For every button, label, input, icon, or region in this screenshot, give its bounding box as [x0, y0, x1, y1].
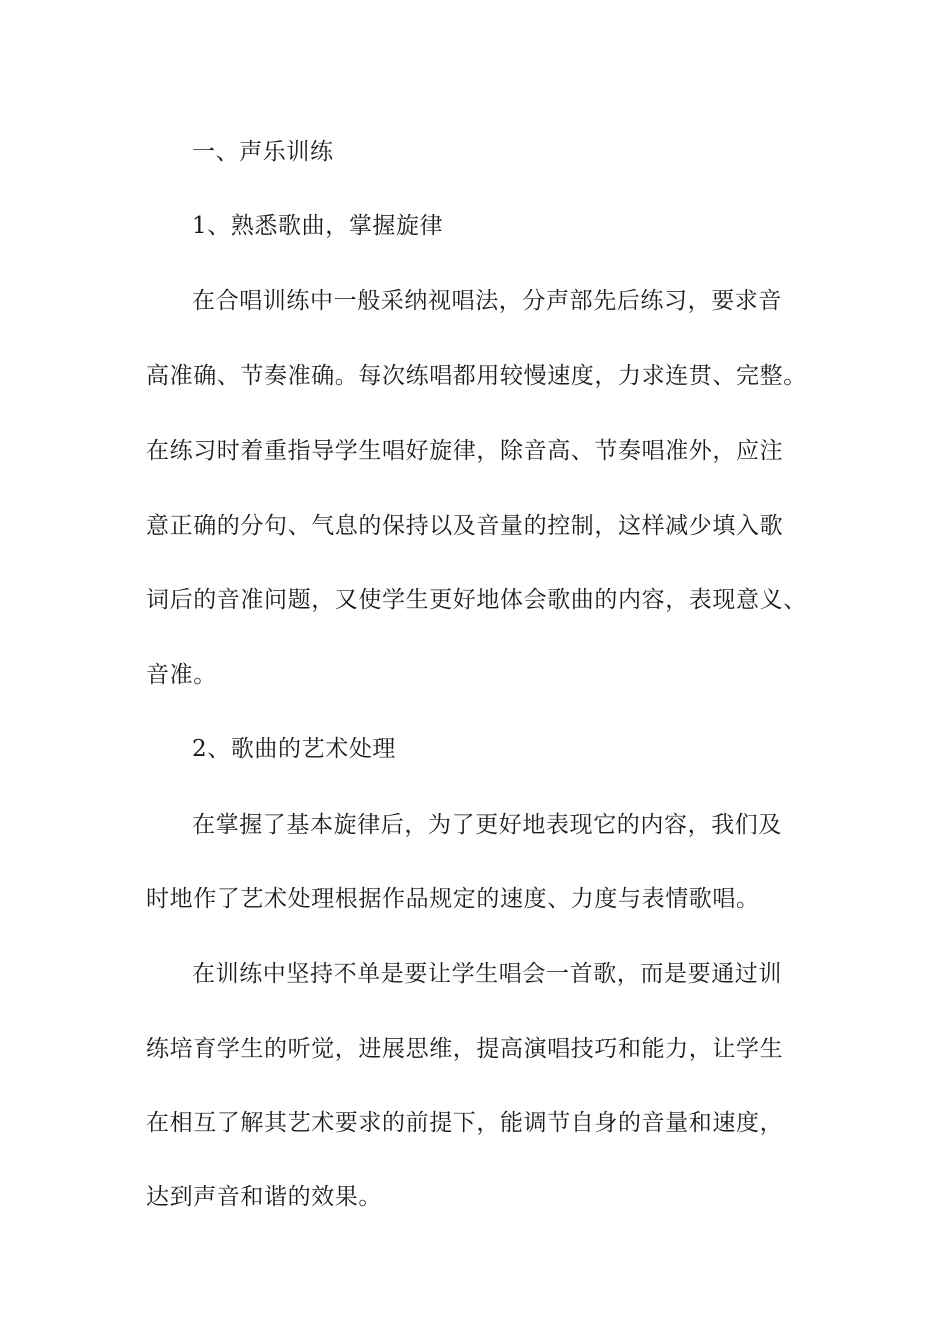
paragraph-1-line-6: 音准。	[146, 662, 217, 688]
paragraph-3-line-3: 在相互了解其艺术要求的前提下，能调节自身的音量和速度，	[146, 1110, 784, 1136]
paragraph-3-line-1: 在训练中坚持不单是要让学生唱会一首歌，而是要通过训	[192, 961, 782, 987]
subsection-title-2: 2、歌曲的艺术处理	[192, 736, 397, 762]
paragraph-1-line-3: 在练习时着重指导学生唱好旋律，除音高、节奏唱准外，应注	[146, 438, 784, 464]
paragraph-3-line-2: 练培育学生的听觉，进展思维，提高演唱技巧和能力，让学生	[146, 1036, 784, 1062]
subsection-title-1: 1、熟悉歌曲，掌握旋律	[192, 213, 444, 239]
paragraph-1-line-5: 词后的音准问题，又使学生更好地体会歌曲的内容，表现意义、	[146, 587, 807, 613]
paragraph-1-line-4: 意正确的分句、气息的保持以及音量的控制，这样减少填入歌	[146, 513, 784, 539]
paragraph-1-line-2: 高准确、节奏准确。每次练唱都用较慢速度，力求连贯、完整。	[146, 363, 807, 389]
paragraph-1-line-1: 在合唱训练中一般采纳视唱法，分声部先后练习，要求音	[192, 288, 782, 314]
section-heading: 一、声乐训练	[192, 139, 334, 165]
paragraph-2-line-1: 在掌握了基本旋律后，为了更好地表现它的内容，我们及	[192, 812, 782, 838]
paragraph-3-line-4: 达到声音和谐的效果。	[146, 1184, 382, 1210]
paragraph-2-line-2: 时地作了艺术处理根据作品规定的速度、力度与表情歌唱。	[146, 886, 760, 912]
